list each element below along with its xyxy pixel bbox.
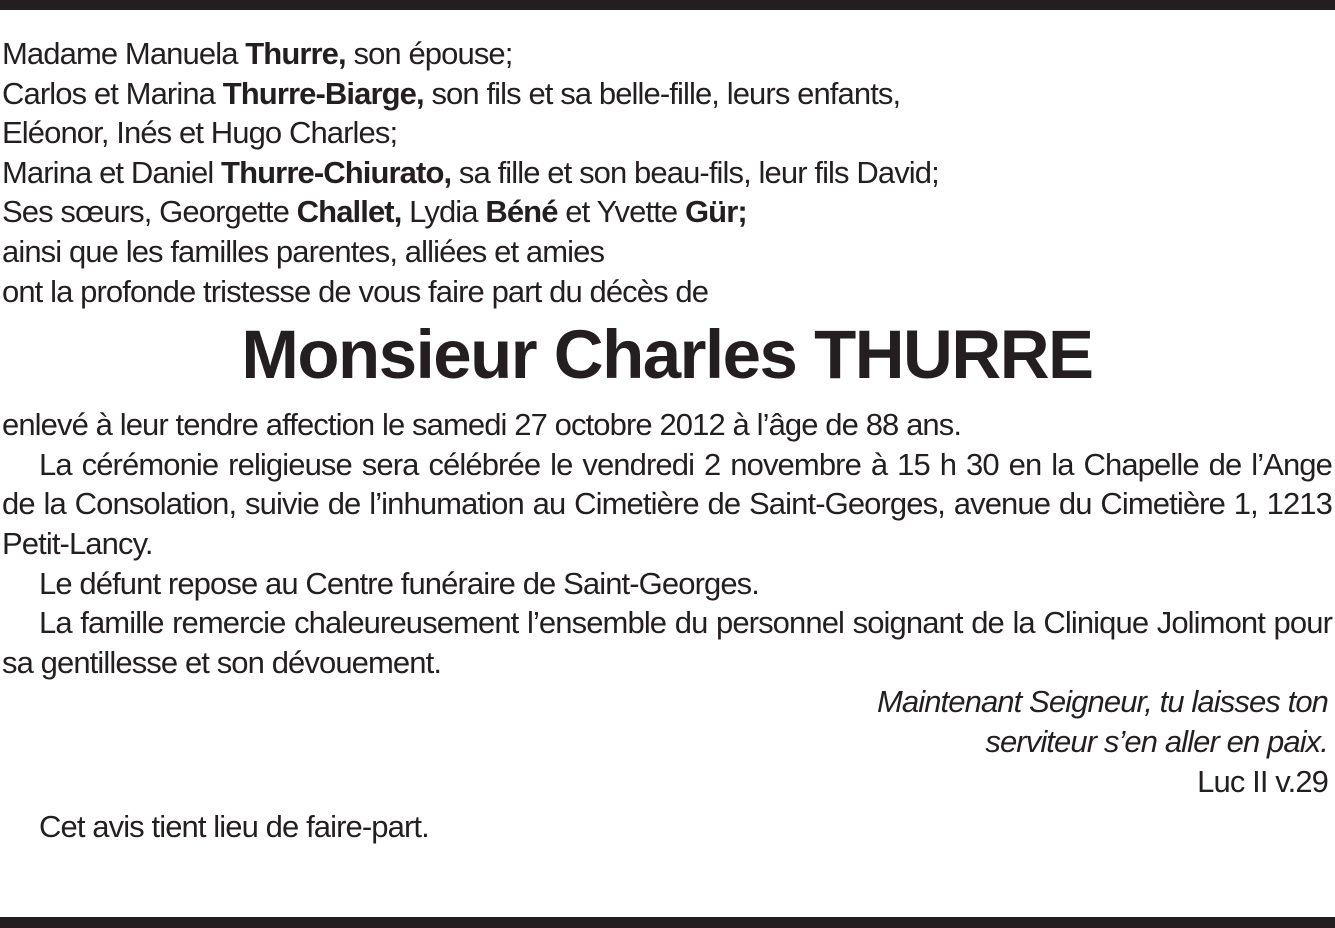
family-text: Carlos et Marina	[2, 75, 223, 111]
family-surname: Thurre-Chiurato,	[221, 154, 452, 190]
verse-line-2: serviteur s’en aller en paix.	[985, 723, 1328, 759]
verse-reference: Luc II v.29	[1197, 763, 1328, 799]
family-text: Eléonor, Inés et Hugo Charles;	[2, 115, 398, 151]
resting-place-paragraph: Le défunt repose au Centre funéraire de Saint-Georges.	[39, 565, 759, 601]
thanks-paragraph: La famille remercie chaleureusement l’ensemble du personnel soignant de la Clinique Jolimont pour sa gentillesse et son dévouement.	[2, 605, 1332, 680]
family-surname: Thurre-Biarge,	[222, 75, 424, 111]
obituary-notice	[2, 34, 1332, 847]
family-text: Lydia	[401, 194, 486, 230]
closing-line: Cet avis tient lieu de faire-part.	[39, 809, 429, 845]
family-line-spouse	[2, 34, 1332, 74]
bottom-rule	[0, 917, 1335, 928]
families-line: ainsi que les familles parentes, alliées et amies	[2, 233, 605, 269]
deceased-name: Monsieur Charles THURRE	[241, 316, 1093, 394]
family-text: Marina et Daniel	[2, 154, 222, 190]
family-line-grandchildren	[2, 113, 1332, 153]
family-line-daughter	[2, 153, 1332, 193]
family-surname: Béné	[485, 194, 558, 230]
verse-line-1: Maintenant Seigneur, tu laisses ton	[876, 684, 1328, 720]
family-surname: Gür;	[684, 194, 747, 230]
family-line-son	[2, 74, 1332, 114]
family-text: son fils et sa belle-fille, leurs enfants,	[423, 75, 901, 111]
passing-line: enlevé à leur tendre affection le samedi 27 octobre 2012 à l’âge de 88 ans.	[2, 407, 962, 443]
family-text: son épouse;	[345, 36, 513, 71]
family-line-sisters	[2, 192, 1332, 232]
family-surname: Challet,	[296, 194, 402, 230]
family-text: Madame Manuela	[2, 36, 246, 71]
top-rule	[0, 0, 1335, 10]
family-text: Ses sœurs, Georgette	[2, 194, 297, 230]
family-surname: Thurre,	[245, 36, 346, 71]
announcement-line: ont la profonde tristesse de vous faire part du décès de	[2, 273, 709, 309]
ceremony-paragraph: La cérémonie religieuse sera célébrée le vendredi 2 novembre à 15 h 30 en la Chapelle de l’Ange de la Consolation, suivie de l’inhumation au Cimetière de Saint-Georges, avenue du Cimetière 1, 1213 Petit-Lancy.	[2, 446, 1332, 561]
family-text: sa fille et son beau-fils, leur fils David;	[451, 154, 939, 190]
family-text: et Yvette	[557, 194, 685, 230]
